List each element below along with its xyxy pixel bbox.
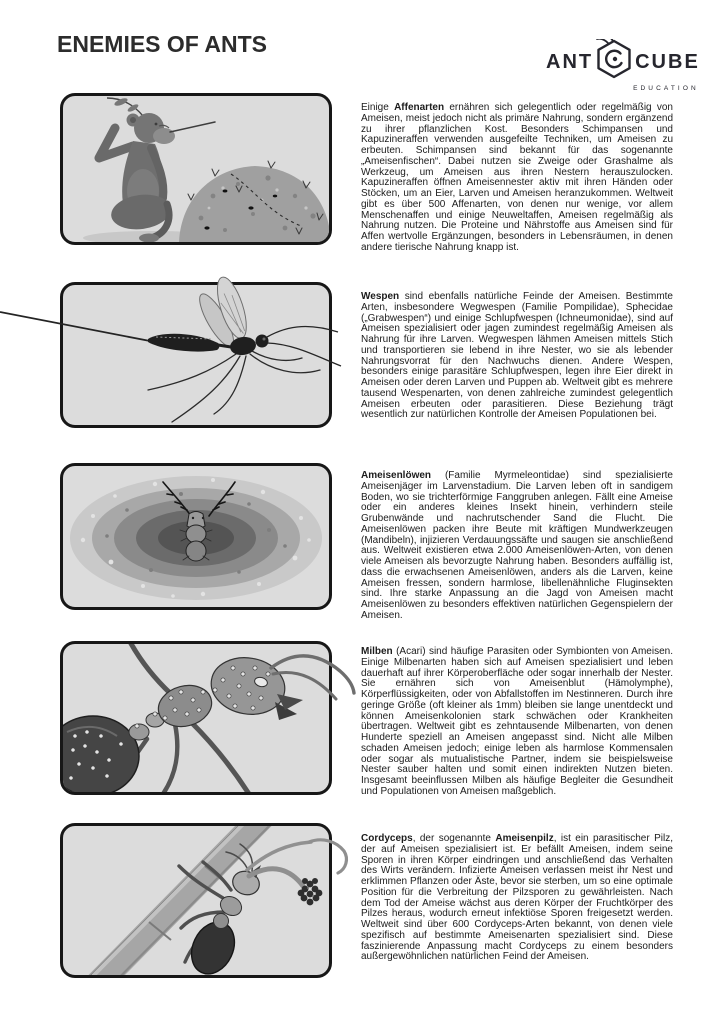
brand-logo [546,39,700,92]
paragraph-affenarten: Einige Affenarten ernähren sich gelegentlich oder regelmäßig von Ameisen, meist jedoch nicht als primäre Nahrung, sondern ergänzend zu ihrer pflanzlichen Kost. Besonders Schimpansen und Kapuzineraffen verwenden ausgefeilte Techniken, um Ameisen zu erbeuten. Schimpansen sind bekannt für das sogenannte „Ameisenfischen“. Dabei nutzen sie Zweige oder Grashalme als Werkzeug, um Ameisen aus ihren Nestern herauszulocken. Kapuzineraffen öffnen Ameisennester aktiv mit ihren Händen oder Stöcken, um an Eier, Larven und Ameisen heranzukommen. Weltweit gibt es über 500 Affenarten, von denen nur wenige, vor allem Menschenaffen und einige Neuweltaffen, Ameisen regelmäßig als Nahrung nutzen. Die Proteine und Nährstoffe aus Ameisen sind für Affen wertvolle Ergänzungen, besonders in Lebensräumen, in denen andere tierische Nahrung knapp ist. [361,102,673,253]
education-label: EDUCATION [633,85,699,92]
page-title: ENEMIES OF ANTS [57,31,267,57]
antlion-illustration-frame [60,463,332,610]
mite-ant-antennae-overlay [240,645,360,720]
apes-illustration-frame [60,93,332,245]
paragraph-wespen: Wespen sind ebenfalls natürliche Feinde der Ameisen. Bestimmte Arten, insbesondere Wegwespen (Familie Pompilidae), Sphecidae („Grabwespen“) und einige Schlupfwespen (Ichneumonidae), sind auf Ameisen spezialisiert oder jagen zumindest regelmäßig Ameisen als Nahrung für ihre Larven. Wegwespen lähmen Ameisen mittels Stich und transportieren sie lebend in ihre Nester, wo sie als lebender Nahrungsvorrat für den Nachwuchs dienen. Andere Wespen, besonders einige parasitäre Schlupfwespen, legen ihre Eier direkt in Ameisen oder deren Larven und Puppen ab. Weltweit gibt es mehrere tausend Wespenarten, von denen zahlreiche zumindest gelegentlich Ameisen erbeuten oder parasitieren. Diese Beziehung trägt wesentlich zur natürlichen Kontrolle der Ameisen Populationen bei. [361,291,673,421]
paragraph-ameisenloewen: Ameisenlöwen (Familie Myrmeleontidae) sind spezialisierte Ameisenjäger im Larvenstadium. Die Larven leben oft in sandigem Boden, wo sie trichterförmige Fanggruben anlegen. Fällt eine Ameise oder ein anderes kleines Insekt hinein, verhindern steile Grubenwände und nachrutschender Sand die Flucht. Die Ameisenlöwen packen ihre Beute mit kräftigen Mundwerkzeugen (Mandibeln), injizieren Verdauungssäfte und saugen sie anschließend aus. Weltweit existieren etwa 2.000 Ameisenlöwen-Arten, von denen viele Ameisen als bevorzugte Nahrung haben. Besonders auffällig ist, dass die erwachsenen Ameisenlöwen, anders als die Larven, keine Ameisen fressen, sondern harmlose, libellenähnliche Fluginsekten sind. Ihre starke Anpassung an die Jagd von Ameisen macht Ameisenlöwen zu besonders effektiven natürlichen Gegenspielern der Ameisen. [361,470,673,621]
chimpanzee-ant-fishing-illustration [63,96,329,242]
parasitic-wasp-illustration [0,282,345,428]
antlion-pit-illustration [63,466,329,607]
ant-wordmark: ANT [546,50,594,73]
cordyceps-infected-ant-illustration [63,826,329,975]
paragraph-cordyceps: Cordyceps, der sogenannte Ameisenpilz, ist ein parasitischer Pilz, der auf Ameisen spezialisiert ist. Er befällt Ameisen, indem seine Sporen in ihren Körper eindringen und anschließend das Verhalten des Wirts verändern. Infizierte Ameisen verlassen meist ihr Nest und erklimmen Pflanzen oder Äste, bevor sie sterben, um so eine optimale Position für die Verbreitung der Pilzsporen zu gewährleisten. Nach dem Tod der Ameise wächst aus deren Körper der Fruchtkörper des Pilzes heraus, wodurch erneut infektiöse Sporen freigesetzt werden. Weltweit sind über 600 Cordyceps-Arten bekannt, von denen viele spezifisch auf bestimmte Ameisenarten spezialisiert sind. Diese faszinierende Anpassung macht Cordyceps zu einem besonders außergewöhnlichen natürlichen Feind der Ameisen. [361,833,673,963]
paragraph-milben: Milben (Acari) sind häufige Parasiten oder Symbionten von Ameisen. Einige Milbenarten haben sich auf Ameisen spezialisiert und leben dauerhaft auf ihrer Körperoberfläche oder sogar innerhalb der Nester. Sie ernähren sich von Ameisenblut (Hämolymphe), Körperflüssigkeiten, oder von Abfallstoffen im Nestinneren. Durch ihre geringe Größe (oft kleiner als 1mm) bleiben sie lange unentdeckt und können Ameisenkolonien stark schwächen oder Krankheiten übertragen. Weltweit gibt es zehntausende Milbenarten, von denen Hunderte speziell an Ameisen angepasst sind. Nicht alle Milben schaden Ameisen jedoch; einige leben als harmlose Kommensalen oder sogar als mutualistische Partner, indem sie beispielsweise Nester sauber halten und somit einen indirekten Nutzen bieten. Insgesamt beeinflussen Milben als häufige Begleiter die Gesundheit und Populationen von Ameisen maßgeblich. [361,646,673,797]
cordyceps-tendril-overlay [300,825,355,885]
cube-wordmark: CUBE [635,50,700,73]
cordyceps-illustration-frame [60,823,332,978]
hexagon-ant-icon [596,39,632,84]
